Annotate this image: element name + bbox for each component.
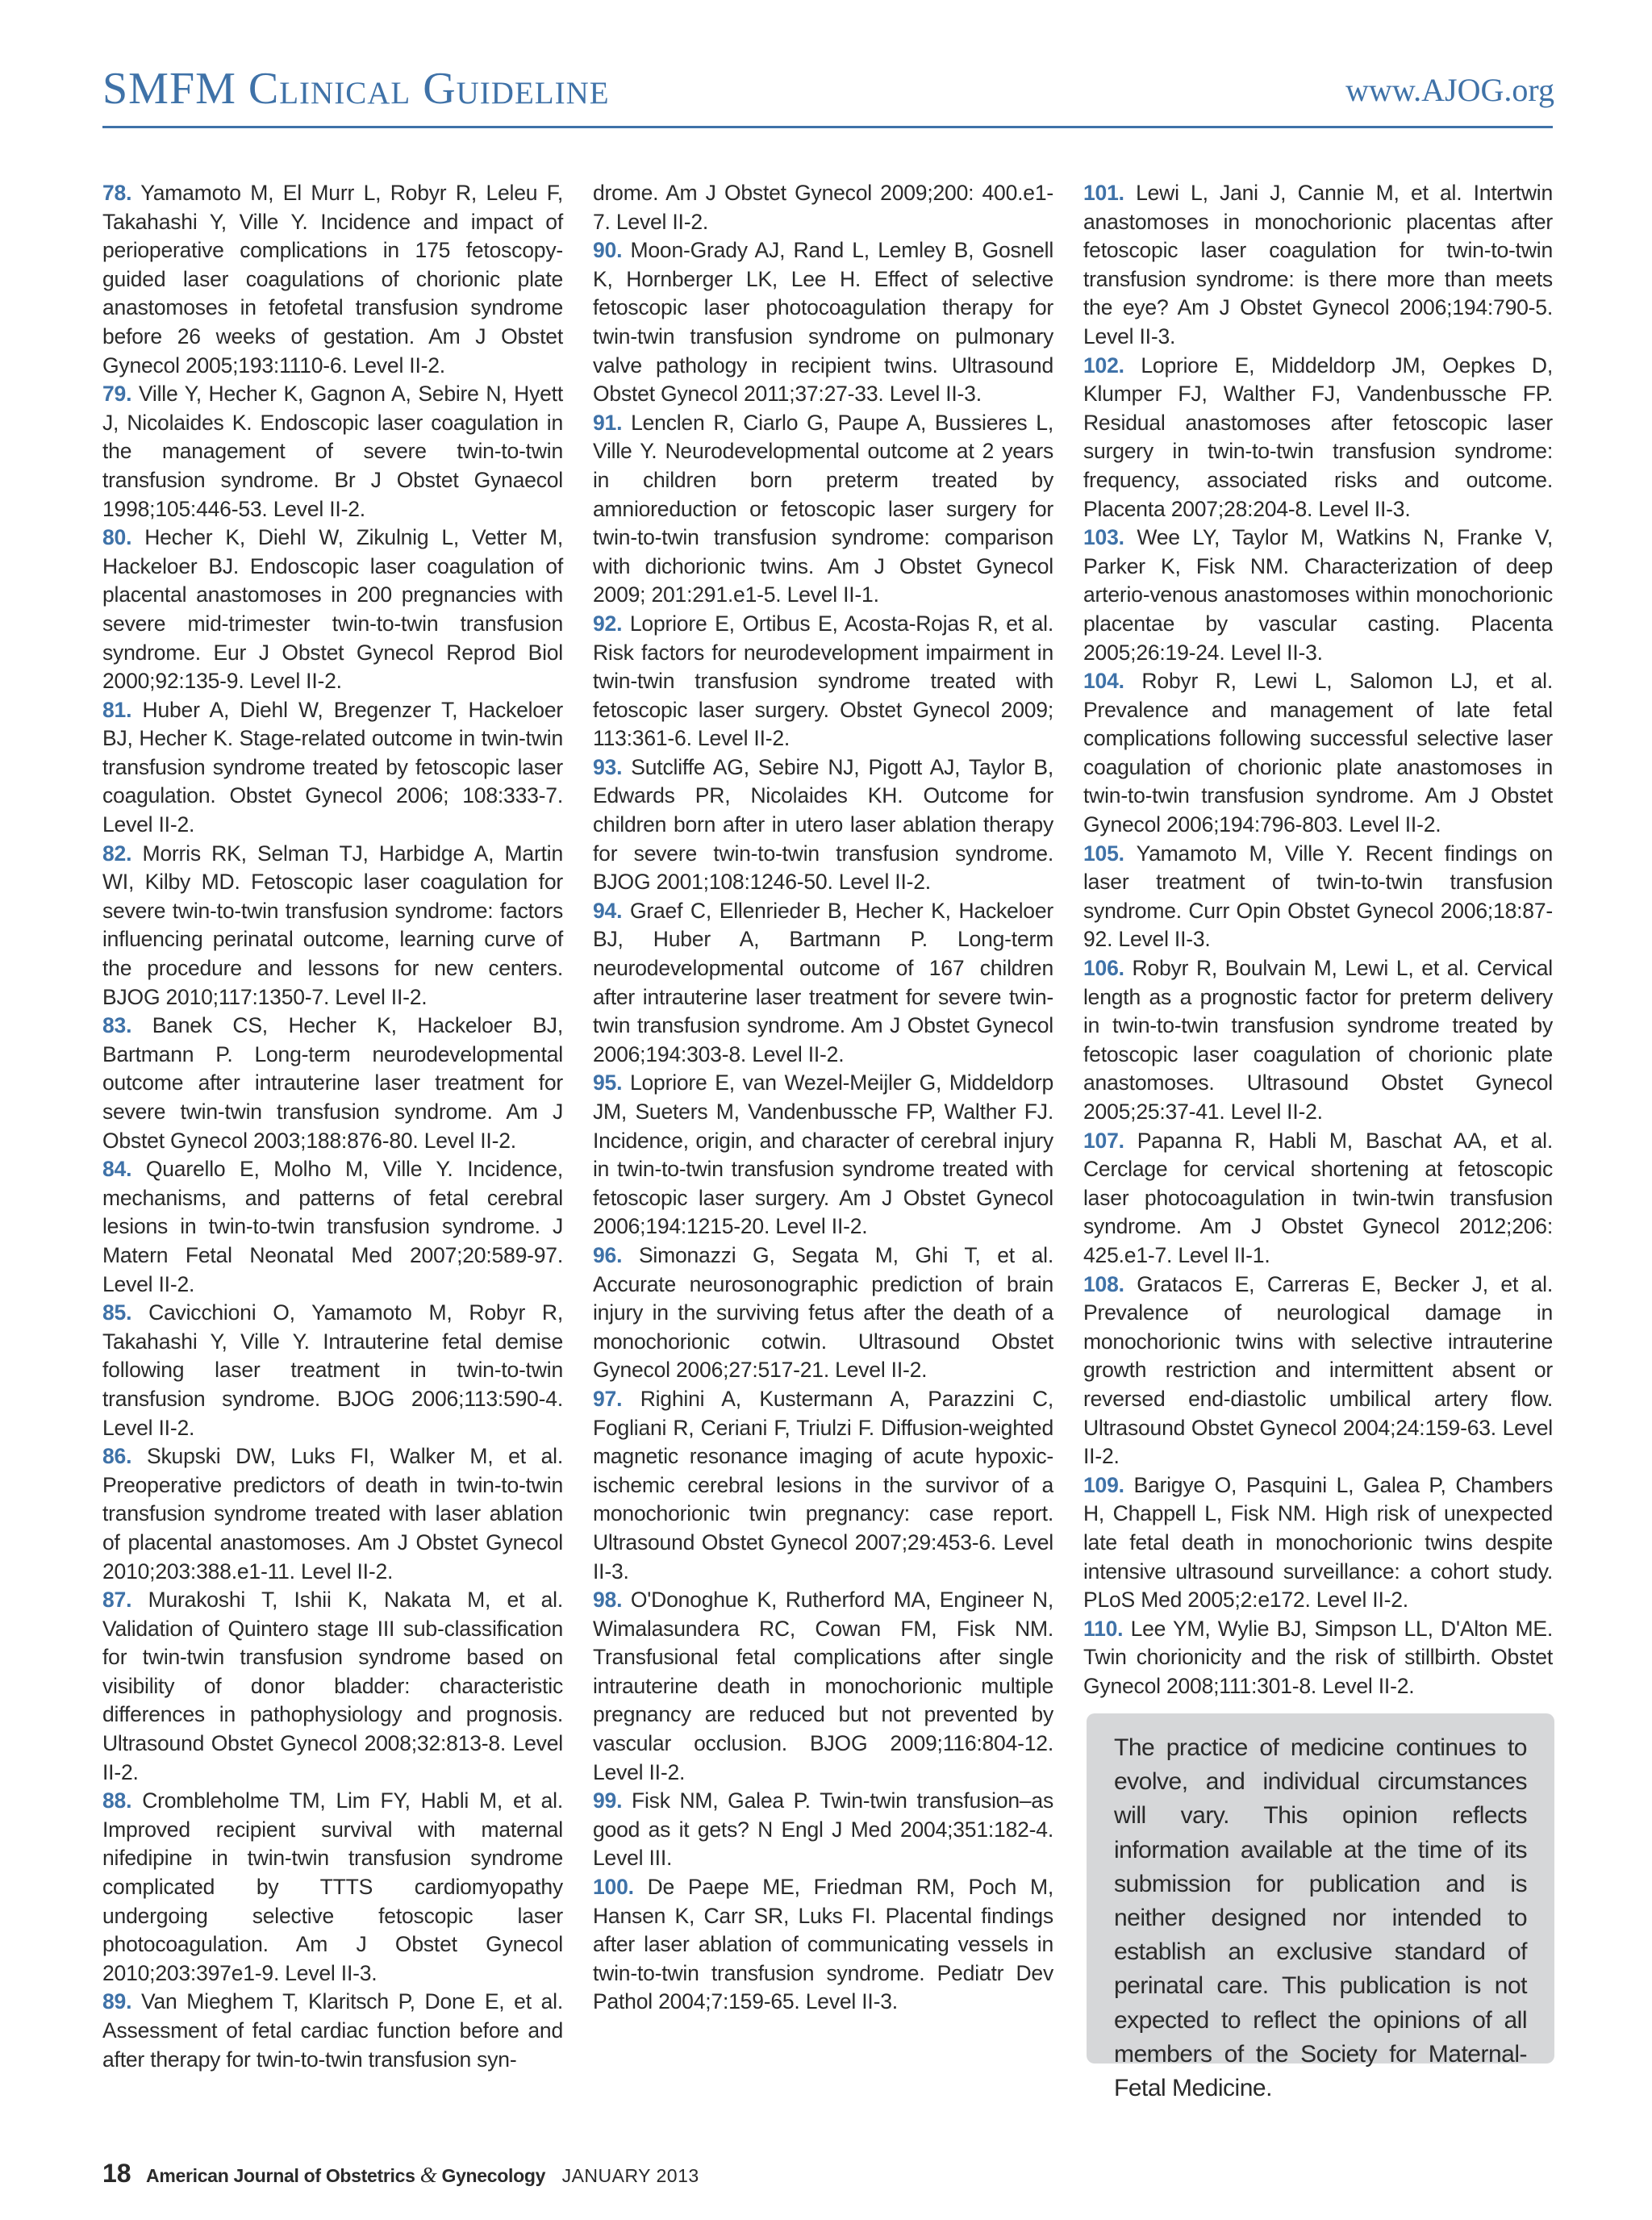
reference-number: 90.: [593, 238, 623, 263]
reference-text: De Paepe ME, Friedman RM, Poch M, Hansen K, Carr SR, Luks FI. Placental findings after laser ablation of communicating vessels in twin-to-twin transfusion syndrome. Pediatr Dev Pathol 2004;7:159-65. Level II-3.: [593, 1875, 1053, 2014]
journal-name: [146, 2165, 545, 2186]
reference-text: Huber A, Diehl W, Bregenzer T, Hackeloer BJ, Hecher K. Stage-related outcome in twin-twin transfusion syndrome treated by fetoscopic laser coagulation. Obstet Gynecol 2006; 108:333-7. Level II-2.: [102, 697, 563, 837]
journal-name-pre: American Journal of Obstetrics: [146, 2165, 420, 2186]
reference-number: 98.: [593, 1588, 623, 1613]
reference-entry: [102, 1442, 563, 1586]
reference-text: Crombleholme TM, Lim FY, Habli M, et al. Improved recipient survival with maternal nifedipine in twin-twin transfusion syndrome complicated by TTTS cardiomyopathy undergoing selective fetoscopic laser photocoagulation. Am J Obstet Gynecol 2010;203:397e1-9. Level II-3.: [102, 1788, 563, 1985]
reference-entry: [593, 753, 1053, 897]
reference-number: 92.: [593, 611, 623, 636]
reference-entry: [1083, 352, 1553, 524]
reference-text: Righini A, Kustermann A, Parazzini C, Fogliani R, Ceriani F, Triulzi F. Diffusion-weighted magnetic resonance imaging of acute hypoxic-ischemic cerebral lesions in the survivor of a monochorionic twin pregnancy: case report. Ultrasound Obstet Gynecol 2007;29:453-6. Level II-3.: [593, 1386, 1053, 1584]
reference-number: 110.: [1083, 1616, 1124, 1641]
reference-entry: [593, 897, 1053, 1070]
reference-number: 88.: [102, 1788, 132, 1813]
reference-number: 106.: [1083, 956, 1124, 981]
reference-number: 109.: [1083, 1472, 1124, 1497]
section-title-rest: Clinical Guideline: [248, 64, 610, 114]
reference-entry: [593, 1385, 1053, 1586]
journal-name-post: Gynecology: [436, 2165, 546, 2186]
reference-entry: [593, 1873, 1053, 2017]
reference-entry: [102, 1155, 563, 1299]
reference-entry: [1083, 1615, 1553, 1701]
reference-number: 86.: [102, 1444, 132, 1469]
reference-number: 89.: [102, 1989, 132, 2014]
reference-text: Lopriore E, van Wezel-Meijler G, Middeldorp JM, Sueters M, Vandenbussche FP, Walther FJ. Incidence, origin, and character of cerebral injury in twin-to-twin transfusion syndrome treated with fetoscopic laser surgery. Am J Obstet Gynecol 2006;194:1215-20. Level II-2.: [593, 1070, 1053, 1239]
reference-text: Barigye O, Pasquini L, Galea P, Chambers H, Chappell L, Fisk NM. High risk of unexpected late fetal death in monochorionic twins despite intensive ultrasound surveillance: a cohort study. PLoS Med 2005;2:e172. Level II-2.: [1083, 1472, 1553, 1613]
reference-entry: [593, 409, 1053, 610]
reference-column-2: [593, 179, 1053, 2017]
reference-text: Simonazzi G, Segata M, Ghi T, et al. Accurate neurosonographic prediction of brain injury in the surviving fetus after the death of a monochorionic cotwin. Ultrasound Obstet Gynecol 2006;27:517-21. Level II-2.: [593, 1242, 1053, 1383]
reference-text: Lopriore E, Middeldorp JM, Oepkes D, Klumper FJ, Walther FJ, Vandenbussche FP. Residual anastomoses after fetoscopic laser surgery in twin-to-twin transfusion syndrome: frequency, associated risks and outcome. Placenta 2007;28:204-8. Level II-3.: [1083, 353, 1553, 521]
reference-number: 91.: [593, 410, 623, 435]
reference-number: 87.: [102, 1588, 132, 1613]
reference-entry: [1083, 1271, 1553, 1471]
reference-number: 105.: [1083, 841, 1124, 866]
reference-text: Banek CS, Hecher K, Hackeloer BJ, Bartmann P. Long-term neurodevelopmental outcome after intrauterine laser treatment for severe twin-twin transfusion syndrome. Am J Obstet Gynecol 2003;188:876-80. Level II-2.: [102, 1013, 563, 1153]
reference-number: 93.: [593, 754, 623, 779]
reference-entry: [1083, 840, 1553, 954]
reference-entry: [593, 1069, 1053, 1241]
reference-entry: [102, 1787, 563, 1988]
disclaimer-box: The practice of medicine continues to evolve, and individual circumstances will vary. This opinion reflects information available at the time of its submission for publication and is neither designed nor intended to establish an exclusive standard of perinatal care. This publication is not expected to reflect the opinions of all members of the Society for Maternal-Fetal Medicine.: [1087, 1713, 1554, 2064]
reference-text: Lee YM, Wylie BJ, Simpson LL, D'Alton ME. Twin chorionicity and the risk of stillbirth. Obstet Gynecol 2008;111:301-8. Level II-2.: [1083, 1616, 1554, 1698]
reference-number: 84.: [102, 1157, 132, 1182]
reference-column-3: [1083, 179, 1553, 1700]
reference-number: 78.: [102, 181, 132, 205]
reference-entry: [1083, 1471, 1553, 1615]
reference-entry: [102, 1586, 563, 1787]
header-divider: [102, 126, 1553, 128]
reference-number: 81.: [102, 697, 132, 722]
reference-number: 85.: [102, 1300, 132, 1325]
reference-entry: [593, 1586, 1053, 1787]
reference-text: Ville Y, Hecher K, Gagnon A, Sebire N, Hyett J, Nicolaides K. Endoscopic laser coagulation in the management of severe twin-to-twin transfusion syndrome. Br J Obstet Gynaecol 1998;105:446-53. Level II-2.: [102, 382, 563, 521]
reference-number: 108.: [1083, 1271, 1124, 1296]
reference-number: 83.: [102, 1013, 132, 1038]
reference-number: 103.: [1083, 525, 1124, 550]
journal-url: www.AJOG.org: [1345, 72, 1554, 108]
reference-number: 96.: [593, 1242, 623, 1267]
reference-number: 95.: [593, 1070, 623, 1095]
reference-text: Quarello E, Molho M, Ville Y. Incidence, mechanisms, and patterns of fetal cerebral lesions in twin-to-twin transfusion syndrome. J Matern Fetal Neonatal Med 2007;20:589-97. Level II-2.: [102, 1157, 563, 1296]
reference-text: Fisk NM, Galea P. Twin-twin transfusion–as good as it gets? N Engl J Med 2004;351:182-4. Level III.: [593, 1788, 1053, 1871]
reference-column-1: [102, 179, 563, 2074]
reference-text: Morris RK, Selman TJ, Harbidge A, Martin WI, Kilby MD. Fetoscopic laser coagulation for severe twin-to-twin transfusion syndrome: factors influencing perinatal outcome, learning curve of the procedure and lessons for new centers. BJOG 2010;117:1350-7. Level II-2.: [102, 841, 563, 1009]
reference-entry: [593, 610, 1053, 753]
reference-text: Graef C, Ellenrieder B, Hecher K, Hackeloer BJ, Huber A, Bartmann P. Long-term neurodevelopmental outcome of 167 children after intrauterine laser treatment for severe twin-twin transfusion syndrome. Am J Obstet Gynecol 2006;194:303-8. Level II-2.: [593, 898, 1053, 1066]
reference-entry: [1083, 179, 1553, 352]
reference-entry: [102, 696, 563, 840]
reference-entry: [102, 380, 563, 524]
reference-entry: [593, 1787, 1053, 1873]
journal-name-amp: &: [419, 2163, 437, 2187]
reference-text: Van Mieghem T, Klaritsch P, Done E, et al. Assessment of fetal cardiac function before and after therapy for twin-to-twin transfusion syn-: [102, 1989, 563, 2072]
reference-text: Skupski DW, Luks FI, Walker M, et al. Preoperative predictors of death in twin-to-twin transfusion syndrome treated with laser ablation of placental anastomoses. Am J Obstet Gynecol 2010;203:388.e1-11. Level II-2.: [102, 1444, 564, 1584]
issue-date: JANUARY 2013: [561, 2165, 699, 2186]
reference-text: Cavicchioni O, Yamamoto M, Robyr R, Takahashi Y, Ville Y. Intrauterine fetal demise following laser treatment in twin-to-twin transfusion syndrome. BJOG 2006;113:590-4. Level II-2.: [102, 1300, 563, 1440]
page-number: 18: [102, 2159, 131, 2188]
reference-entry: [102, 1299, 563, 1442]
reference-number: 101.: [1083, 181, 1124, 205]
reference-entry: [593, 236, 1053, 409]
reference-number: 99.: [593, 1788, 623, 1813]
reference-text: Moon-Grady AJ, Rand L, Lemley B, Gosnell K, Hornberger LK, Lee H. Effect of selective fetoscopic laser photocoagulation therapy for twin-twin transfusion syndrome on pulmonary valve pathology in recipient twins. Ultrasound Obstet Gynecol 2011;37:27-33. Level II-3.: [593, 238, 1054, 407]
reference-number: 102.: [1083, 353, 1124, 378]
reference-entry: [1083, 954, 1553, 1127]
reference-entry: [102, 1988, 563, 2074]
reference-number: 79.: [102, 382, 132, 407]
page-footer: [102, 2159, 699, 2189]
reference-number: 80.: [102, 525, 132, 550]
reference-entry: [102, 179, 563, 380]
reference-entry: [1083, 667, 1553, 840]
reference-text: Hecher K, Diehl W, Zikulnig L, Vetter M, Hackeloer BJ. Endoscopic laser coagulation of placental anastomoses in 200 pregnancies with severe mid-trimester twin-to-twin transfusion syndrome. Eur J Obstet Gynecol Reprod Biol 2000;92:135-9. Level II-2.: [102, 525, 563, 694]
reference-text: drome. Am J Obstet Gynecol 2009;200: 400.e1-7. Level II-2.: [593, 181, 1053, 234]
reference-number: 100.: [593, 1875, 634, 1900]
reference-entry: [593, 1241, 1053, 1385]
reference-text: Yamamoto M, Ville Y. Recent findings on laser treatment of twin-to-twin transfusion syndrome. Curr Opin Obstet Gynecol 2006;18:87-92. Level II-3.: [1083, 841, 1554, 952]
reference-text: Yamamoto M, El Murr L, Robyr R, Leleu F, Takahashi Y, Ville Y. Incidence and impact of perioperative complications in 175 fetoscopy-guided laser coagulations of chorionic plate anastomoses in fetofetal transfusion syndrome before 26 weeks of gestation. Am J Obstet Gynecol 2005;193:1110-6. Level II-2.: [102, 181, 563, 378]
reference-text: Wee LY, Taylor M, Watkins N, Franke V, Parker K, Fisk NM. Characterization of deep arterio-venous anastomoses within monochorionic placentae by vascular casting. Placenta 2005;26:19-24. Level II-3.: [1083, 525, 1553, 665]
reference-entry: [1083, 1127, 1553, 1271]
reference-number: 107.: [1083, 1128, 1124, 1153]
reference-number: 82.: [102, 841, 132, 866]
reference-number: 97.: [593, 1386, 623, 1411]
section-title-main: SMFM: [102, 64, 236, 114]
reference-text: Robyr R, Lewi L, Salomon LJ, et al. Prevalence and management of late fetal complications following successful selective laser coagulation of chorionic plate anastomoses in twin-to-twin transfusion syndrome. Am J Obstet Gynecol 2006;194:796-803. Level II-2.: [1083, 669, 1553, 837]
reference-text: Sutcliffe AG, Sebire NJ, Pigott AJ, Taylor B, Edwards PR, Nicolaides KH. Outcome for children born after in utero laser ablation therapy for severe twin-to-twin transfusion syndrome. BJOG 2001;108:1246-50. Level II-2.: [593, 754, 1053, 895]
reference-text: Robyr R, Boulvain M, Lewi L, et al. Cervical length as a prognostic factor for preterm delivery in twin-to-twin transfusion syndrome treated by fetoscopic laser coagulation of chorionic plate anastomoses. Ultrasound Obstet Gynecol 2005;25:37-41. Level II-2.: [1083, 956, 1553, 1124]
reference-entry: [102, 1012, 563, 1155]
reference-text: Papanna R, Habli M, Baschat AA, et al. Cerclage for cervical shortening at fetoscopic laser photocoagulation in twin-twin transfusion syndrome. Am J Obstet Gynecol 2012;206: 425.e1-7. Level II-1.: [1083, 1128, 1553, 1267]
section-title: [102, 63, 610, 115]
reference-text: Murakoshi T, Ishii K, Nakata M, et al. Validation of Quintero stage III sub-classification for twin-twin transfusion syndrome based on visibility of donor bladder: characteristic differences in pathophysiology and prognosis. Ultrasound Obstet Gynecol 2008;32:813-8. Level II-2.: [102, 1588, 563, 1784]
reference-text: Lopriore E, Ortibus E, Acosta-Rojas R, et al. Risk factors for neurodevelopment impairment in twin-twin transfusion syndrome treated with fetoscopic laser surgery. Obstet Gynecol 2009; 113:361-6. Level II-2.: [593, 611, 1053, 751]
reference-entry: [1083, 524, 1553, 667]
reference-number: 104.: [1083, 669, 1124, 694]
reference-entry: [102, 524, 563, 696]
reference-text: O'Donoghue K, Rutherford MA, Engineer N, Wimalasundera RC, Cowan FM, Fisk NM. Transfusional fetal complications after single intrauterine death in monochorionic multiple pregnancy are reduced but not prevented by vascular occlusion. BJOG 2009;116:804-12. Level II-2.: [593, 1588, 1053, 1784]
reference-entry: [593, 179, 1053, 236]
page-header: [102, 63, 1554, 119]
reference-text: Gratacos E, Carreras E, Becker J, et al. Prevalence of neurological damage in monochorionic twins with selective intrauterine growth restriction and intermittent absent or reversed end-diastolic umbilical artery flow. Ultrasound Obstet Gynecol 2004;24:159-63. Level II-2.: [1083, 1271, 1553, 1469]
reference-number: 94.: [593, 898, 623, 923]
reference-entry: [102, 840, 563, 1012]
reference-text: Lewi L, Jani J, Cannie M, et al. Intertwin anastomoses in monochorionic placentas after fetoscopic laser coagulation for twin-to-twin transfusion syndrome: is there more than meets the eye? Am J Obstet Gynecol 2006;194:790-5. Level II-3.: [1083, 181, 1553, 348]
reference-text: Lenclen R, Ciarlo G, Paupe A, Bussieres L, Ville Y. Neurodevelopmental outcome at 2 years in children born preterm treated by amnioreduction or fetoscopic laser surgery for twin-to-twin transfusion syndrome: comparison with dichorionic twins. Am J Obstet Gynecol 2009; 201:291.e1-5. Level II-1.: [593, 410, 1053, 607]
